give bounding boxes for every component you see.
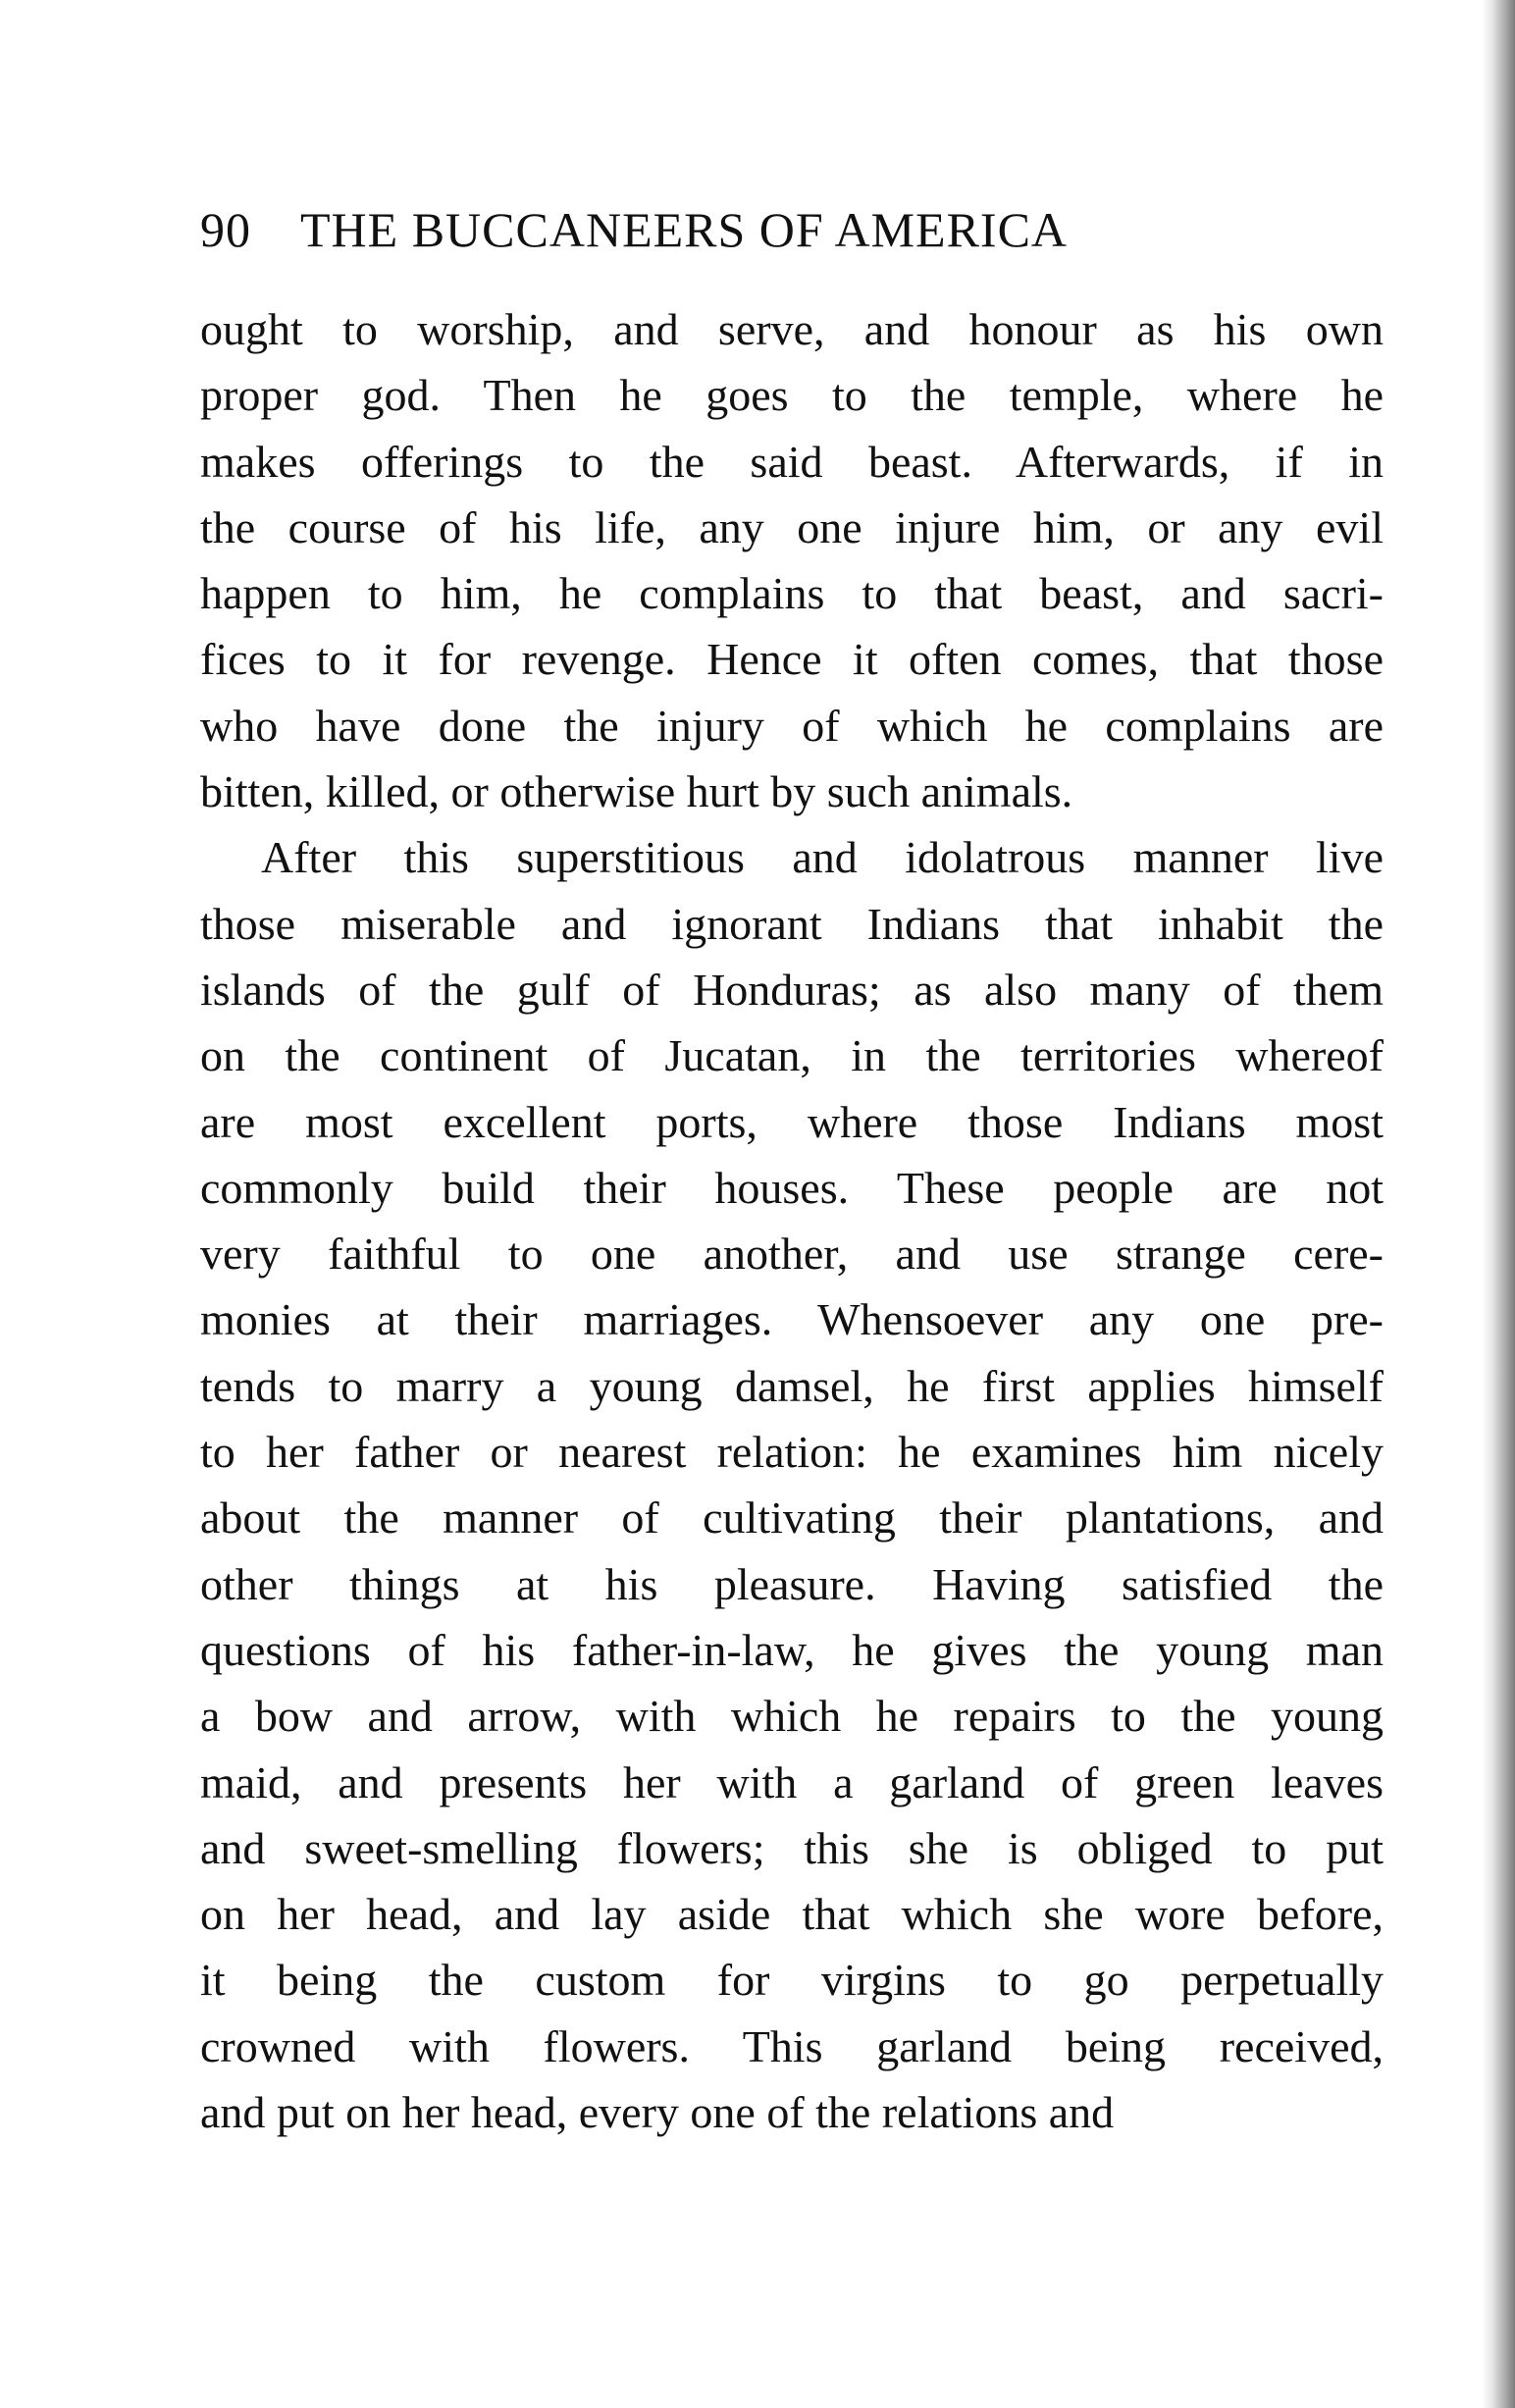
running-header bbox=[200, 201, 1270, 258]
text-line: proper god. Then he goes to the temple, where he bbox=[200, 370, 1384, 421]
text-line: on the continent of Jucatan, in the territories whereof bbox=[200, 1030, 1384, 1081]
text-line: it being the custom for virgins to go perpetually bbox=[200, 1955, 1384, 2006]
text-line: After this superstitious and idolatrous manner live bbox=[261, 832, 1384, 883]
text-line: about the manner of cultivating their plantations, and bbox=[200, 1492, 1384, 1544]
text-line: happen to him, he complains to that beast, and sacri- bbox=[200, 568, 1384, 619]
text-line: makes offerings to the said beast. Afterwards, if in bbox=[200, 436, 1384, 487]
text-line: who have done the injury of which he complains are bbox=[200, 700, 1384, 751]
text-line: ought to worship, and serve, and honour as his own bbox=[200, 304, 1384, 354]
text-line: questions of his father-in-law, he gives the young man bbox=[200, 1624, 1384, 1675]
body-text bbox=[200, 296, 1384, 2145]
text-line: to her father or nearest relation: he examines him nicely bbox=[200, 1427, 1384, 1478]
text-line: on her head, and lay aside that which she wore before, bbox=[200, 1889, 1384, 1940]
text-line: commonly build their houses. These people are not bbox=[200, 1162, 1384, 1213]
text-line: and sweet-smelling flowers; this she is obliged to put bbox=[200, 1822, 1384, 1873]
running-title: THE BUCCANEERS OF AMERICA bbox=[300, 202, 1069, 257]
text-line: those miserable and ignorant Indians that inhabit the bbox=[200, 898, 1384, 949]
text-line: crowned with flowers. This garland being received, bbox=[200, 2020, 1384, 2071]
text-line: and put on her head, every one of the relations and bbox=[200, 2087, 1115, 2138]
text-line: monies at their marriages. Whensoever any one pre- bbox=[200, 1294, 1384, 1345]
page-number: 90 bbox=[200, 202, 251, 257]
text-line: very faithful to one another, and use strange cere- bbox=[200, 1229, 1384, 1280]
text-line: fices to it for revenge. Hence it often comes, that those bbox=[200, 634, 1384, 685]
text-line: other things at his pleasure. Having satisfied the bbox=[200, 1558, 1384, 1609]
text-line: islands of the gulf of Honduras; as also many of them bbox=[200, 964, 1384, 1015]
scanned-page-edge bbox=[1482, 0, 1515, 2408]
text-line: the course of his life, any one injure him, or any evil bbox=[200, 501, 1384, 552]
text-line: a bow and arrow, with which he repairs to the young bbox=[200, 1691, 1384, 1742]
text-line: are most excellent ports, where those Indians most bbox=[200, 1096, 1384, 1147]
text-line: maid, and presents her with a garland of green leaves bbox=[200, 1756, 1384, 1807]
text-line: bitten, killed, or otherwise hurt by such animals. bbox=[200, 766, 1073, 817]
text-line: tends to marry a young damsel, he first applies himself bbox=[200, 1360, 1384, 1411]
